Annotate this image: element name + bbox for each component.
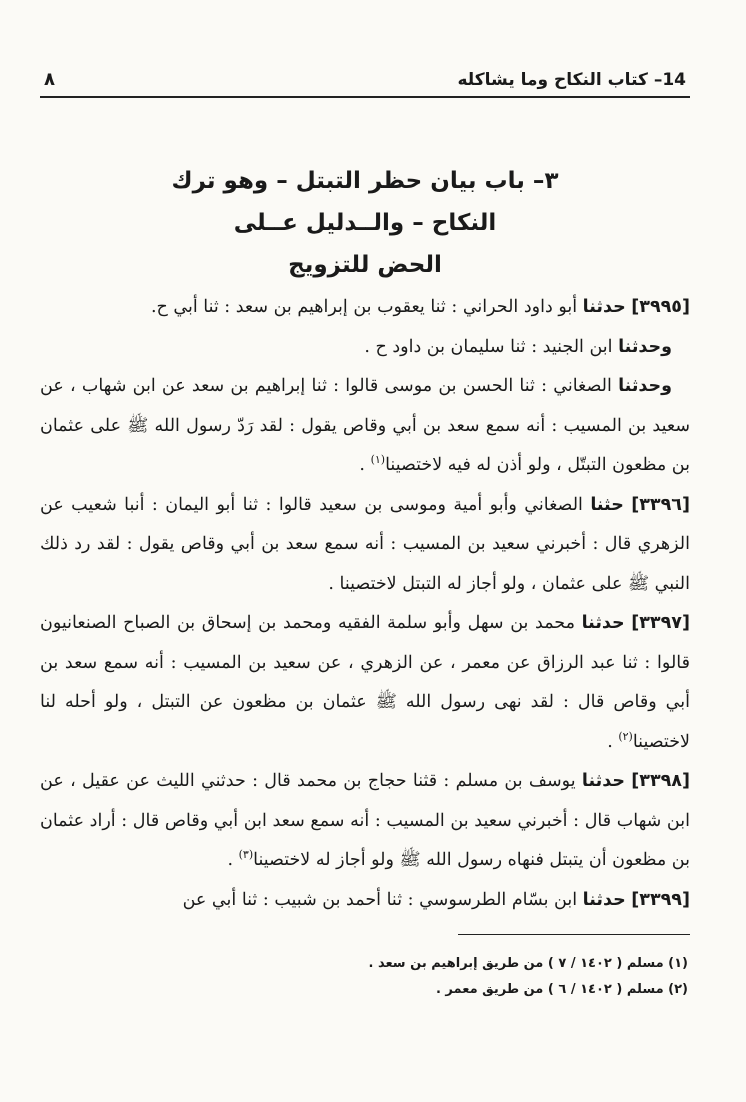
chapter-title (40, 160, 690, 286)
hadith-3995 (40, 288, 690, 328)
hadith-number: [٣٣٩٨] (631, 771, 690, 791)
footnote-2: (٢) مسلم ( ١٤٠٢ / ٦ ) من طريق معمر . (435, 982, 688, 997)
hadith-text: أبو داود الحراني : ثنا يعقوب بن إبراهيم بن سعد : ثنا أبي ح. (150, 297, 578, 317)
hadith-body (40, 288, 690, 920)
footnotes (40, 951, 690, 1003)
footnote-1: (١) مسلم ( ١٤٠٢ / ٧ ) من طريق إبراهيم بن سعد . (368, 956, 688, 971)
page-number: ٨ (44, 69, 55, 90)
footnote-divider (458, 934, 690, 935)
hadith-3995-chain-2 (40, 328, 690, 368)
hadith-keyword: حدثنا (581, 613, 625, 633)
hadith-keyword: حدثنا (581, 771, 625, 791)
hadith-3396 (40, 486, 690, 605)
hadith-keyword: وحدثنا (618, 376, 672, 396)
chapter-title-line-1: ٣– باب بيان حظر التبتل – وهو ترك (171, 168, 559, 194)
hadith-3397 (40, 604, 690, 762)
hadith-text: الصغاني : ثنا الحسن بن موسى قالوا : ثنا إبراهيم بن سعد عن ابن شهاب ، عن سعيد بن المسيب : أنه سمع سعد بن أبي وقاص يقول : لقد رَدّ رسول الله ﷺ على عثمان بن مظعون التبتّل ، ولو أذن له فيه لاختصينا (40, 376, 690, 475)
hadith-3398 (40, 762, 690, 881)
hadith-text: محمد بن سهل وأبو سلمة الفقيه ومحمد بن إسحاق بن الصباح الصنعانيون قالوا : ثنا عبد الرزاق عن معمر ، عن الزهري ، عن سعيد بن المسيب : أنه سمع سعد بن أبي وقاص قال : لقد نهى رسول الله ﷺ عثمان بن مظعون عن التبتل ، ولو أحله لنا لاختصينا (40, 613, 690, 752)
hadith-number: [٣٩٩٥] (631, 297, 690, 317)
hadith-keyword: حدثنا (582, 297, 626, 317)
footnote-ref[interactable]: (١) (370, 453, 386, 467)
hadith-tail: . (607, 731, 619, 752)
hadith-number: [٣٣٩٦] (631, 494, 690, 515)
hadith-keyword: حدثنا (582, 889, 626, 910)
chapter-title-line-2: النكاح – والــدليل عــلى (233, 210, 497, 236)
hadith-number: [٣٣٩٧] (631, 613, 690, 633)
hadith-3399 (40, 881, 690, 921)
hadith-text: ابن بسّام الطرسوسي : ثنا أحمد بن شبيب : ثنا أبي عن (182, 889, 578, 910)
hadith-keyword: وحدثنا (618, 336, 672, 357)
hadith-text: الصغاني وأبو أمية وموسى بن سعيد قالوا : ثنا أبو اليمان : أنبا شعيب عن الزهري قال : أخبرني سعيد بن المسيب : أنه سمع سعد بن أبي وقاص يقول : لقد رد ذلك النبي ﷺ على عثمان ، ولو أجاز له التبتل لاختصينا . (40, 494, 690, 594)
hadith-keyword: حثنا (590, 494, 624, 515)
hadith-tail: . (227, 850, 239, 870)
hadith-3995-chain-3 (40, 367, 690, 486)
footnote-ref[interactable]: (٣) (238, 848, 254, 862)
running-header (40, 56, 690, 98)
hadith-text: يوسف بن مسلم : قثنا حجاج بن محمد قال : حدثني الليث عن عقيل ، عن ابن شهاب قال : أخبرني سعيد بن المسيب : أنه سمع سعد ابن أبي وقاص قال : أراد عثمان بن مظعون أن يتبتل فنهاه رسول الله ﷺ ولو أجاز له لاختصينا (40, 771, 690, 870)
chapter-title-line-3: الحض للتزويج (288, 252, 442, 278)
hadith-tail: . (359, 455, 371, 475)
footnote-ref[interactable]: (٢) (618, 729, 633, 743)
hadith-text: ابن الجنيد : ثنا سليمان بن داود ح . (364, 336, 613, 357)
hadith-number: [٣٣٩٩] (631, 889, 690, 910)
page (40, 56, 690, 1062)
book-title: 14– كتاب النكاح وما يشاكله (457, 70, 686, 90)
